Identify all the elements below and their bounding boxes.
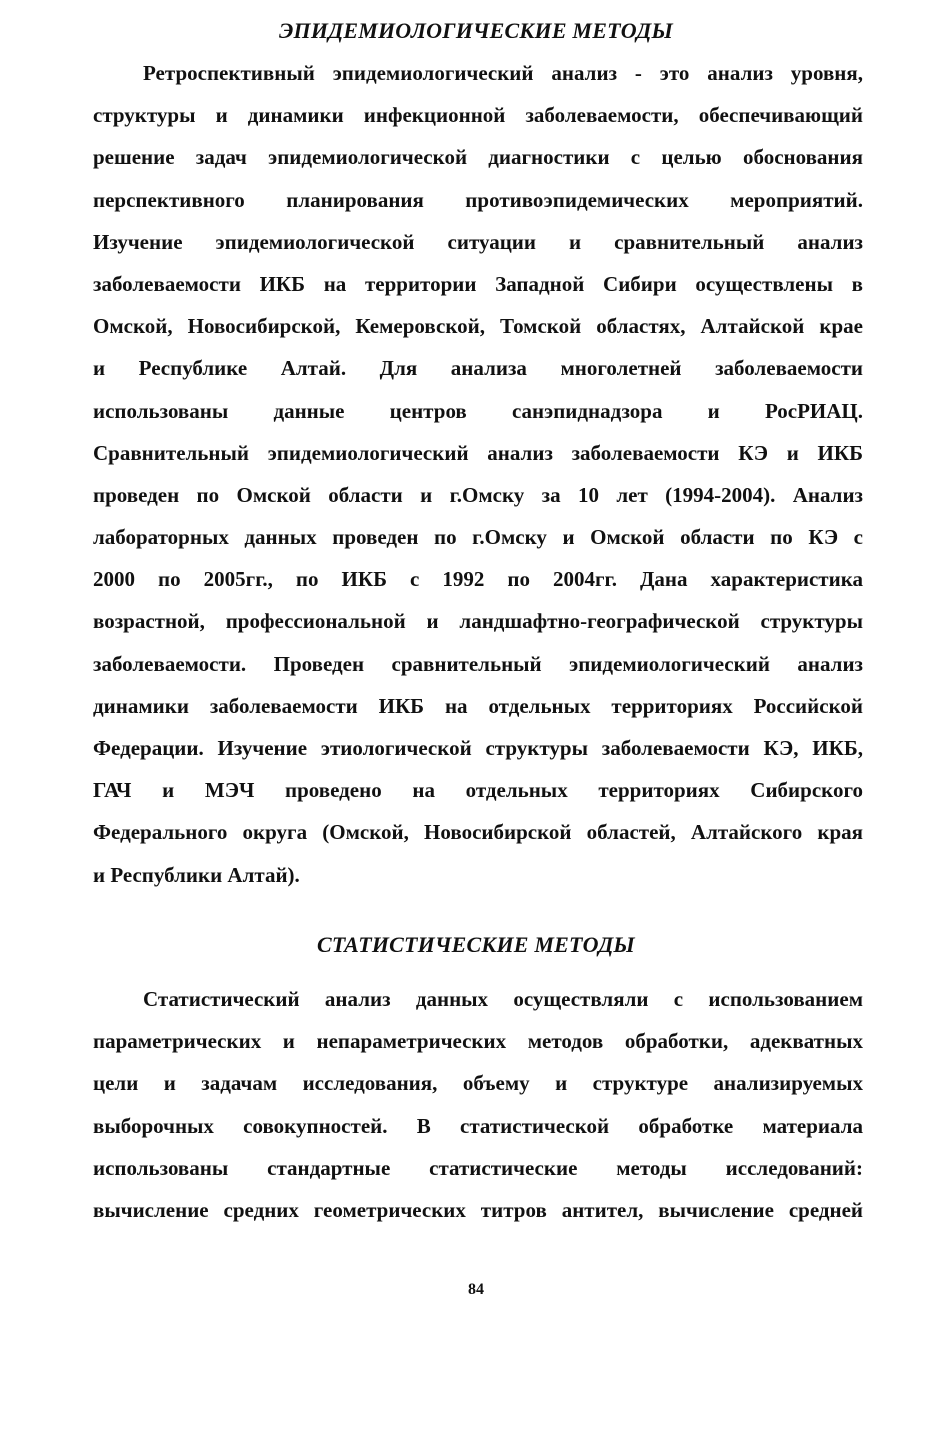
- text-line: Федерации. Изучение этиологической структуры заболеваемости КЭ, ИКБ,: [93, 736, 863, 760]
- section-heading-statistical-methods: СТАТИСТИЧЕСКИЕ МЕТОДЫ: [317, 932, 635, 957]
- text-line: и Республике Алтай. Для анализа многолетней заболеваемости: [93, 356, 863, 381]
- text-line: ГАЧ и МЭЧ проведено на отдельных территориях Сибирского: [93, 778, 863, 803]
- text-line: использованы данные центров санэпиднадзора и РосРИАЦ.: [93, 398, 863, 423]
- text-line: Статистический анализ данных осуществляли с использованием: [143, 987, 863, 1011]
- text-line: лабораторных данных проведен по г.Омску и Омской области по КЭ с: [93, 525, 863, 550]
- text-line: перспективного планирования противоэпидемических мероприятий.: [93, 187, 863, 212]
- text-line: Сравнительный эпидемиологический анализ заболеваемости КЭ и ИКБ: [93, 440, 863, 465]
- text-line: параметрических и непараметрических методов обработки, адекватных: [93, 1029, 863, 1054]
- text-line: вычисление средних геометрических титров антител, вычисление средней: [93, 1197, 863, 1222]
- text-line: Федерального округа (Омской, Новосибирской областей, Алтайского края: [93, 820, 863, 845]
- text-line: заболеваемости ИКБ на территории Западной Сибири осуществлены в: [93, 271, 863, 296]
- text-line: Омской, Новосибирской, Кемеровской, Томской областях, Алтайской крае: [93, 314, 863, 339]
- text-line: проведен по Омской области и г.Омску за 10 лет (1994-2004). Анализ: [93, 482, 863, 507]
- paragraph-statistical-methods: [93, 978, 863, 1231]
- text-line: решение задач эпидемиологической диагностики с целью обоснования: [93, 145, 863, 170]
- text-line: возрастной, профессиональной и ландшафтно-географической структуры: [93, 609, 863, 634]
- text-line: структуры и динамики инфекционной заболеваемости, обеспечивающий: [93, 103, 863, 128]
- text-line: Изучение эпидемиологической ситуации и сравнительный анализ: [93, 229, 863, 254]
- paragraph-epidemiological-methods: [93, 52, 863, 896]
- text-line: 2000 по 2005гг., по ИКБ с 1992 по 2004гг. Дана характеристика: [93, 567, 863, 592]
- text-line: и Республики Алтай).: [93, 862, 300, 887]
- text-line: выборочных совокупностей. В статистической обработке материала: [93, 1113, 863, 1138]
- text-line: использованы стандартные статистические методы исследований:: [93, 1155, 863, 1180]
- text-line: цели и задачам исследования, объему и структуре анализируемых: [93, 1071, 863, 1096]
- section-heading-epidemiological-methods: ЭПИДЕМИОЛОГИЧЕСКИЕ МЕТОДЫ: [278, 18, 674, 43]
- text-line: Ретроспективный эпидемиологический анализ - это анализ уровня,: [143, 61, 863, 85]
- text-line: динамики заболеваемости ИКБ на отдельных территориях Российской: [93, 693, 863, 718]
- text-line: заболеваемости. Проведен сравнительный эпидемиологический анализ: [93, 651, 863, 676]
- page-number: 84: [468, 1281, 484, 1298]
